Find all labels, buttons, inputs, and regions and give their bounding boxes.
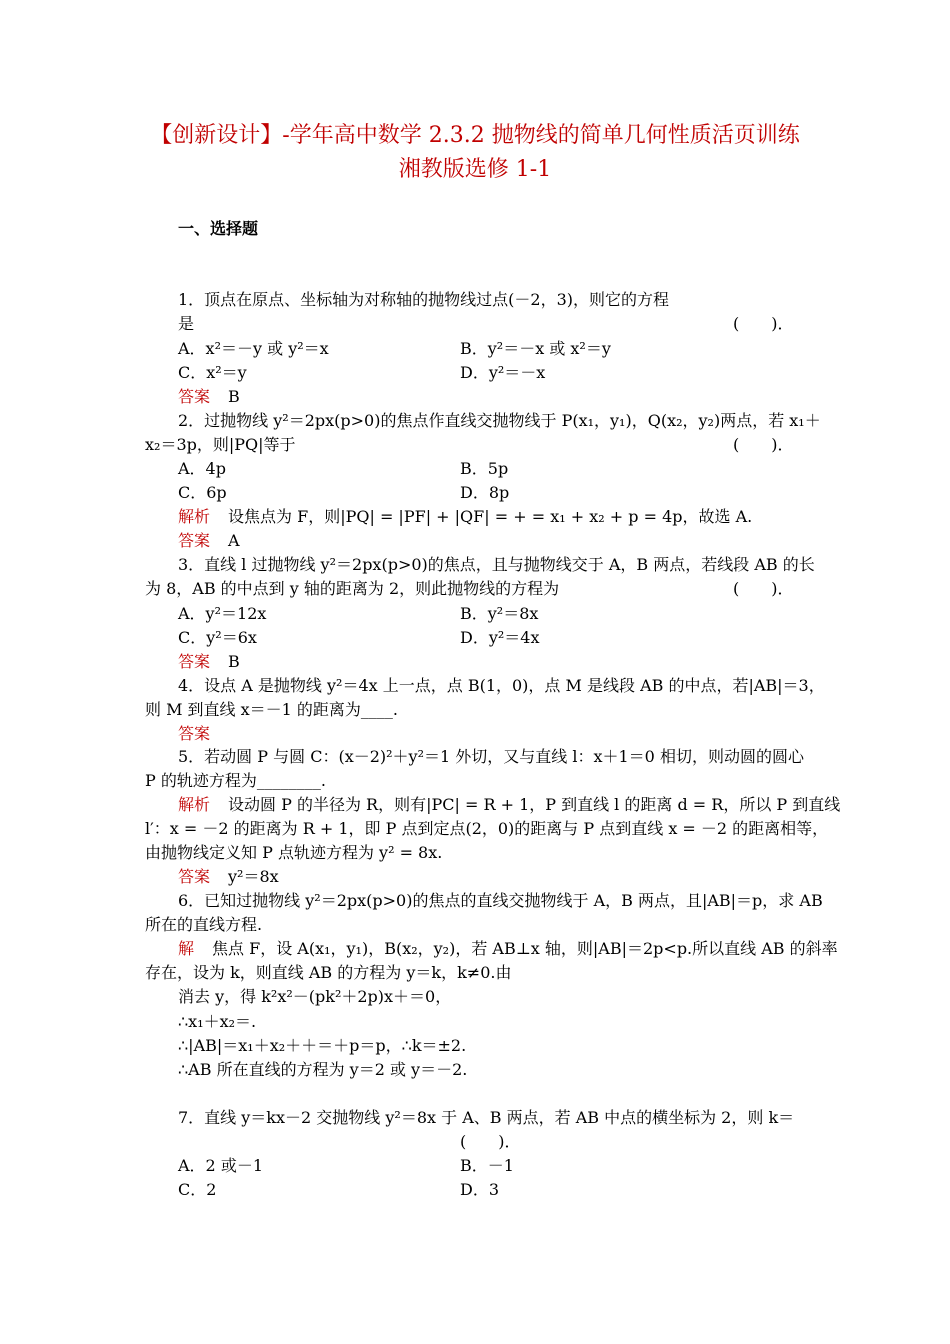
- q2-stem: 2．过抛物线 y²＝2px(p>0)的焦点作直线交抛物线于 P(x₁，y₁)，Q(x₂，y₂)两点，若 x₁＋: [178, 411, 821, 430]
- q1-stem: 1．顶点在原点、坐标轴为对称轴的抛物线过点(－2，3)，则它的方程: [178, 290, 670, 309]
- q7-option-a: A．2 或－1: [178, 1156, 264, 1175]
- q1-answer: B: [228, 387, 240, 406]
- q5-answer-label: 答案: [178, 867, 211, 886]
- q7-stem: 7．直线 y＝kx－2 交抛物线 y²＝8x 于 A、B 两点，若 AB 中点的横坐标为 2，则 k＝: [178, 1108, 795, 1127]
- q2-option-c: C．6p: [178, 483, 227, 502]
- q7-option-b: B．－1: [460, 1156, 514, 1175]
- q1-stem-cont: 是: [178, 314, 195, 333]
- q7-option-d: D．3: [460, 1180, 500, 1199]
- q6-solution-label: 解: [178, 939, 195, 958]
- q2-paren: ( )．: [733, 435, 794, 454]
- q6-solution-6: ∴AB 所在直线的方程为 y＝2 或 y＝－2.: [178, 1060, 468, 1079]
- q6-solution-3: 消去 y，得 k²x²－(pk²＋2p)x＋＝0，: [178, 987, 452, 1006]
- q2-solution-label: 解析: [178, 507, 211, 526]
- q4-stem-cont: 则 M 到直线 x＝－1 的距离为____.: [145, 700, 399, 719]
- q3-option-b: B．y²＝8x: [460, 604, 539, 623]
- q1-option-a: A．x²＝－y 或 y²＝x: [178, 339, 329, 358]
- q3-option-d: D．y²＝4x: [460, 628, 540, 647]
- q5-answer: y²＝8x: [228, 867, 279, 886]
- q6-solution-5: ∴|AB|＝x₁＋x₂＋＋＝＋p＝p，∴k＝±2.: [178, 1036, 467, 1055]
- q6-solution-4: ∴x₁＋x₂＝.: [178, 1012, 257, 1031]
- q6-solution-1: 焦点 F，设 A(x₁，y₁)，B(x₂，y₂)，若 AB⊥x 轴，则|AB|＝2p<p.所以直线 AB 的斜率: [212, 939, 838, 958]
- q6-stem: 6．已知过抛物线 y²＝2px(p>0)的焦点的直线交抛物线于 A，B 两点，且|AB|＝p，求 AB: [178, 891, 823, 910]
- page-title-line1: 【创新设计】-学年高中数学 2.3.2 抛物线的简单几何性质活页训练: [150, 123, 800, 148]
- q3-answer-label: 答案: [178, 652, 211, 671]
- q2-stem-cont: x₂＝3p，则|PQ|等于: [145, 435, 296, 454]
- page-title-line2: 湘教版选修 1-1: [398, 157, 552, 182]
- q3-paren: ( )．: [733, 579, 794, 598]
- q2-option-b: B．5p: [460, 459, 509, 478]
- q6-stem-cont: 所在的直线方程.: [145, 915, 263, 934]
- q1-option-c: C．x²＝y: [178, 363, 247, 382]
- q5-stem: 5．若动圆 P 与圆 C：(x－2)²＋y²＝1 外切，又与直线 l：x＋1＝0 相切，则动圆的圆心: [178, 747, 804, 766]
- q3-answer: B: [228, 652, 240, 671]
- q6-solution-2: 存在，设为 k，则直线 AB 的方程为 y＝k，k≠0.由: [145, 963, 512, 982]
- q7-paren: ( )．: [460, 1132, 521, 1151]
- q5-solution-2: l′：x = －2 的距离为 R + 1，即 P 点到定点(2，0)的距离与 P 点到直线 x = －2 的距离相等，: [145, 819, 829, 838]
- q1-answer-label: 答案: [178, 387, 211, 406]
- q2-answer-label: 答案: [178, 531, 211, 550]
- q2-option-a: A．4p: [178, 459, 226, 478]
- q2-option-d: D．8p: [460, 483, 510, 502]
- q5-solution-3: 由抛物线定义知 P 点轨迹方程为 y² = 8x.: [145, 843, 443, 862]
- q3-stem-cont: 为 8，AB 的中点到 y 轴的距离为 2，则此抛物线的方程为: [145, 579, 560, 598]
- q2-answer: A: [228, 531, 240, 550]
- q4-answer-label: 答案: [178, 724, 211, 743]
- q4-stem: 4．设点 A 是抛物线 y²＝4x 上一点，点 B(1，0)，点 M 是线段 AB 的中点，若|AB|＝3，: [178, 676, 825, 695]
- q5-solution-label: 解析: [178, 795, 211, 814]
- q5-stem-cont: P 的轨迹方程为________.: [145, 771, 326, 790]
- q3-option-a: A．y²＝12x: [178, 604, 267, 623]
- section-heading: 一、选择题: [178, 219, 259, 238]
- q7-option-c: C．2: [178, 1180, 217, 1199]
- q3-option-c: C．y²＝6x: [178, 628, 257, 647]
- q1-option-b: B．y²＝－x 或 x²＝y: [460, 339, 611, 358]
- q3-stem: 3．直线 l 过抛物线 y²＝2px(p>0)的焦点，且与抛物线交于 A，B 两点，若线段 AB 的长: [178, 555, 815, 574]
- q1-option-d: D．y²＝－x: [460, 363, 546, 382]
- q1-paren: ( )．: [733, 314, 794, 333]
- q5-solution-1: 设动圆 P 的半径为 R，则有|PC| = R + 1，P 到直线 l 的距离 d = R，所以 P 到直线: [228, 795, 841, 814]
- q2-solution: 设焦点为 F，则|PQ| = |PF| + |QF| = + = x₁ + x₂ + p = 4p，故选 A.: [228, 507, 753, 526]
